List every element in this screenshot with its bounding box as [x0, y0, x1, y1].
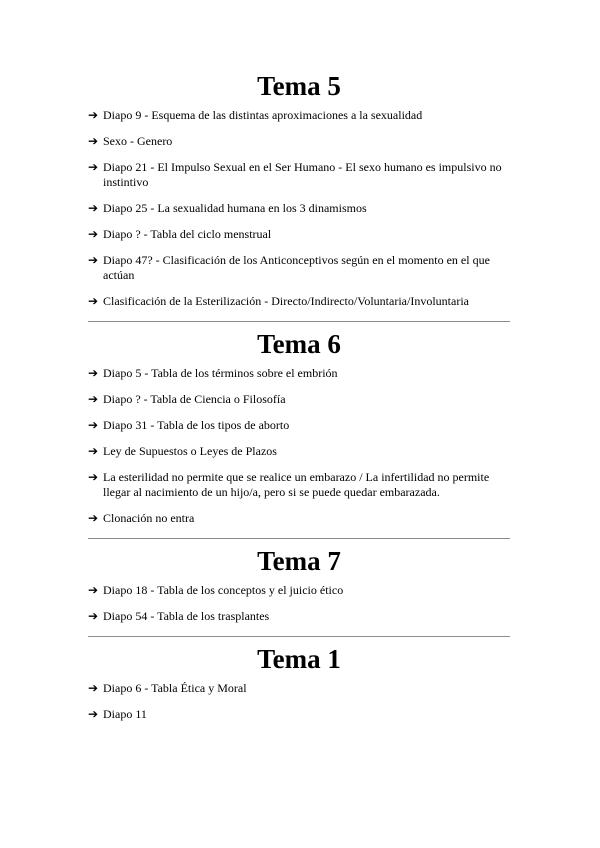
arrow-bullet-icon: ➔: [88, 253, 99, 267]
list-item: [88, 253, 510, 283]
list-item: [88, 583, 510, 598]
bullet-list: [88, 108, 510, 309]
list-item: [88, 470, 510, 500]
arrow-bullet-icon: ➔: [88, 681, 99, 695]
list-item: [88, 609, 510, 624]
section-tema-5: [88, 70, 510, 309]
list-item-text: Diapo 5 - Tabla de los términos sobre el embrión: [103, 366, 338, 380]
list-item: [88, 160, 510, 190]
arrow-bullet-icon: ➔: [88, 609, 99, 623]
document-page: [88, 70, 510, 733]
arrow-bullet-icon: ➔: [88, 511, 99, 525]
list-item-text: Diapo 6 - Tabla Ética y Moral: [103, 681, 247, 695]
section-title: Tema 5: [257, 71, 341, 101]
list-item-text: Diapo ? - Tabla del ciclo menstrual: [103, 227, 272, 241]
section-tema-6: [88, 328, 510, 526]
section-divider: [88, 636, 510, 637]
list-item-text: Diapo 11: [103, 707, 147, 721]
list-item: [88, 201, 510, 216]
list-item: [88, 418, 510, 433]
list-item-text: Diapo 25 - La sexualidad humana en los 3 dinamismos: [103, 201, 367, 215]
section-title: Tema 7: [257, 546, 341, 576]
section-title: Tema 1: [257, 644, 341, 674]
section-divider: [88, 321, 510, 322]
list-item: [88, 294, 510, 309]
section-tema-1: [88, 643, 510, 722]
list-item-text: Diapo 47? - Clasificación de los Anticonceptivos según en el momento en el que actúan: [103, 253, 490, 282]
arrow-bullet-icon: ➔: [88, 294, 99, 308]
list-item-text: Sexo - Genero: [103, 134, 173, 148]
arrow-bullet-icon: ➔: [88, 418, 99, 432]
arrow-bullet-icon: ➔: [88, 444, 99, 458]
list-item: [88, 392, 510, 407]
arrow-bullet-icon: ➔: [88, 470, 99, 484]
list-item-text: Diapo ? - Tabla de Ciencia o Filosofía: [103, 392, 286, 406]
list-item: [88, 366, 510, 381]
arrow-bullet-icon: ➔: [88, 707, 99, 721]
list-item-text: Diapo 54 - Tabla de los trasplantes: [103, 609, 270, 623]
arrow-bullet-icon: ➔: [88, 392, 99, 406]
arrow-bullet-icon: ➔: [88, 160, 99, 174]
list-item-text: Ley de Supuestos o Leyes de Plazos: [103, 444, 277, 458]
bullet-list: [88, 681, 510, 722]
list-item: [88, 227, 510, 242]
bullet-list: [88, 583, 510, 624]
list-item-text: Diapo 21 - El Impulso Sexual en el Ser Humano - El sexo humano es impulsivo no instintivo: [103, 160, 502, 189]
list-item-text: Diapo 9 - Esquema de las distintas aproximaciones a la sexualidad: [103, 108, 423, 122]
list-item-text: Clonación no entra: [103, 511, 195, 525]
list-item: [88, 108, 510, 123]
list-item-text: Clasificación de la Esterilización - Directo/Indirecto/Voluntaria/Involuntaria: [103, 294, 469, 308]
arrow-bullet-icon: ➔: [88, 227, 99, 241]
arrow-bullet-icon: ➔: [88, 583, 99, 597]
list-item: [88, 444, 510, 459]
list-item: [88, 511, 510, 526]
arrow-bullet-icon: ➔: [88, 201, 99, 215]
list-item: [88, 681, 510, 696]
list-item-text: Diapo 31 - Tabla de los tipos de aborto: [103, 418, 290, 432]
arrow-bullet-icon: ➔: [88, 108, 99, 122]
section-title: Tema 6: [257, 329, 341, 359]
section-tema-7: [88, 545, 510, 624]
section-divider: [88, 538, 510, 539]
arrow-bullet-icon: ➔: [88, 366, 99, 380]
list-item: [88, 134, 510, 149]
bullet-list: [88, 366, 510, 526]
list-item: [88, 707, 510, 722]
list-item-text: La esterilidad no permite que se realice un embarazo / La infertilidad no permite llegar al nacimiento de un hijo/a, pero si se puede quedar embarazada.: [103, 470, 490, 499]
arrow-bullet-icon: ➔: [88, 134, 99, 148]
list-item-text: Diapo 18 - Tabla de los conceptos y el juicio ético: [103, 583, 344, 597]
